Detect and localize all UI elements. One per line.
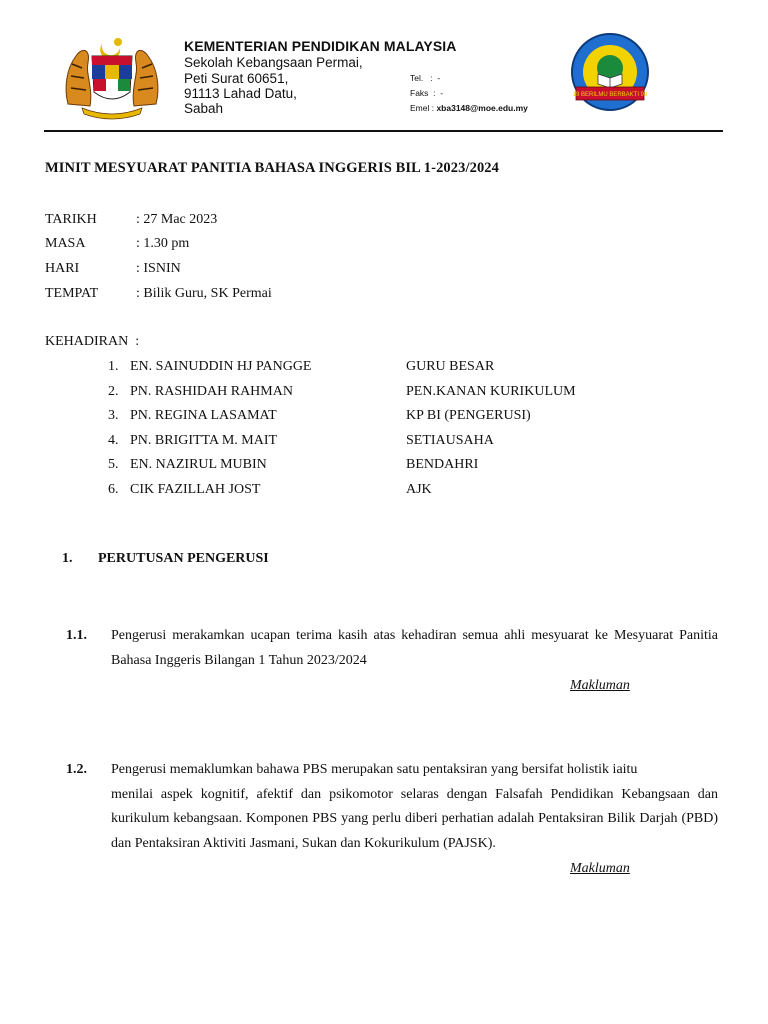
attendee-number: 2. [108, 384, 119, 399]
address-line: 91113 Lahad Datu, [184, 86, 297, 101]
attendee-name: EN. NAZIRUL MUBIN [130, 457, 267, 472]
item-text-line: kurikulum kebangsaan. Komponen PBS yang perlu diberi perhatian adalah Pentaksiran Bilik Darjah (PBD) [111, 811, 718, 826]
item-number: 1.2. [66, 762, 87, 777]
ministry-name: KEMENTERIAN PENDIDIKAN MALAYSIA [184, 38, 457, 54]
attendee-role: KP BI (PENGERUSI) [406, 408, 531, 423]
school-motto: 19 BERILMU BERBAKTI 98 [572, 92, 648, 98]
attendee-name: PN. RASHIDAH RAHMAN [130, 384, 293, 399]
section-number: 1. [62, 551, 73, 566]
item-text-line: menilai aspek kognitif, afektif dan psikomotor selaras dengan Falsafah Pendidikan Kebangsaan dan [111, 787, 718, 802]
item-text-line: dan Pentaksiran Aktiviti Jasmani, Sukan dan Kokurikulum (PAJSK). [111, 836, 496, 851]
attendance-heading: KEHADIRAN : [45, 334, 140, 349]
detail-label-date: TARIKH [45, 212, 97, 227]
attendee-role: AJK [406, 482, 432, 497]
school-logo [568, 30, 652, 114]
detail-value-date: : 27 Mac 2023 [136, 212, 218, 227]
attendee-role: PEN.KANAN KURIKULUM [406, 384, 576, 399]
email-line [410, 103, 528, 113]
attendee-name: PN. BRIGITTA M. MAIT [130, 433, 278, 448]
attendee-role: SETIAUSAHA [406, 433, 494, 448]
telephone: Tel. : - [410, 73, 441, 83]
attendee-number: 6. [108, 482, 119, 497]
detail-label-day: HARI [45, 261, 80, 276]
item-text-line: Pengerusi merakamkan ucapan terima kasih atas kehadiran semua ahli mesyuarat ke Mesyuarat Panitia [111, 628, 718, 643]
attendee-number: 4. [108, 433, 119, 448]
detail-label-venue: TEMPAT [45, 286, 99, 301]
email-label: Emel : [410, 103, 437, 113]
email-address[interactable]: xba3148@moe.edu.my [436, 103, 528, 113]
attendee-role: GURU BESAR [406, 359, 495, 374]
item-text-line: Bahasa Inggeris Bilangan 1 Tahun 2023/2024 [111, 653, 367, 668]
document-title: MINIT MESYUARAT PANITIA BAHASA INGGERIS BIL 1-2023/2024 [45, 160, 500, 176]
detail-value-time: : 1.30 pm [136, 236, 190, 251]
detail-label-time: MASA [45, 236, 86, 251]
detail-value-day: : ISNIN [136, 261, 181, 276]
detail-value-venue: : Bilik Guru, SK Permai [136, 286, 272, 301]
attendee-number: 3. [108, 408, 119, 423]
attendee-name: CIK FAZILLAH JOST [130, 482, 261, 497]
item-text-line: Pengerusi memaklumkan bahawa PBS merupakan satu pentaksiran yang bersifat holistik iaitu [111, 762, 638, 777]
attendee-number: 1. [108, 359, 119, 374]
item-number: 1.1. [66, 628, 87, 643]
section-title: PERUTUSAN PENGERUSI [98, 551, 269, 566]
coat-of-arms-logo [62, 34, 162, 120]
item-note: Makluman [570, 678, 630, 693]
item-note: Makluman [570, 861, 630, 876]
fax: Faks : - [410, 88, 444, 98]
attendee-name: EN. SAINUDDIN HJ PANGGE [130, 359, 312, 374]
attendee-name: PN. REGINA LASAMAT [130, 408, 277, 423]
attendee-number: 5. [108, 457, 119, 472]
address-line: Peti Surat 60651, [184, 71, 289, 86]
attendee-role: BENDAHRI [406, 457, 479, 472]
header-divider [44, 130, 723, 132]
address-line: Sekolah Kebangsaan Permai, [184, 55, 363, 70]
address-line: Sabah [184, 101, 224, 116]
